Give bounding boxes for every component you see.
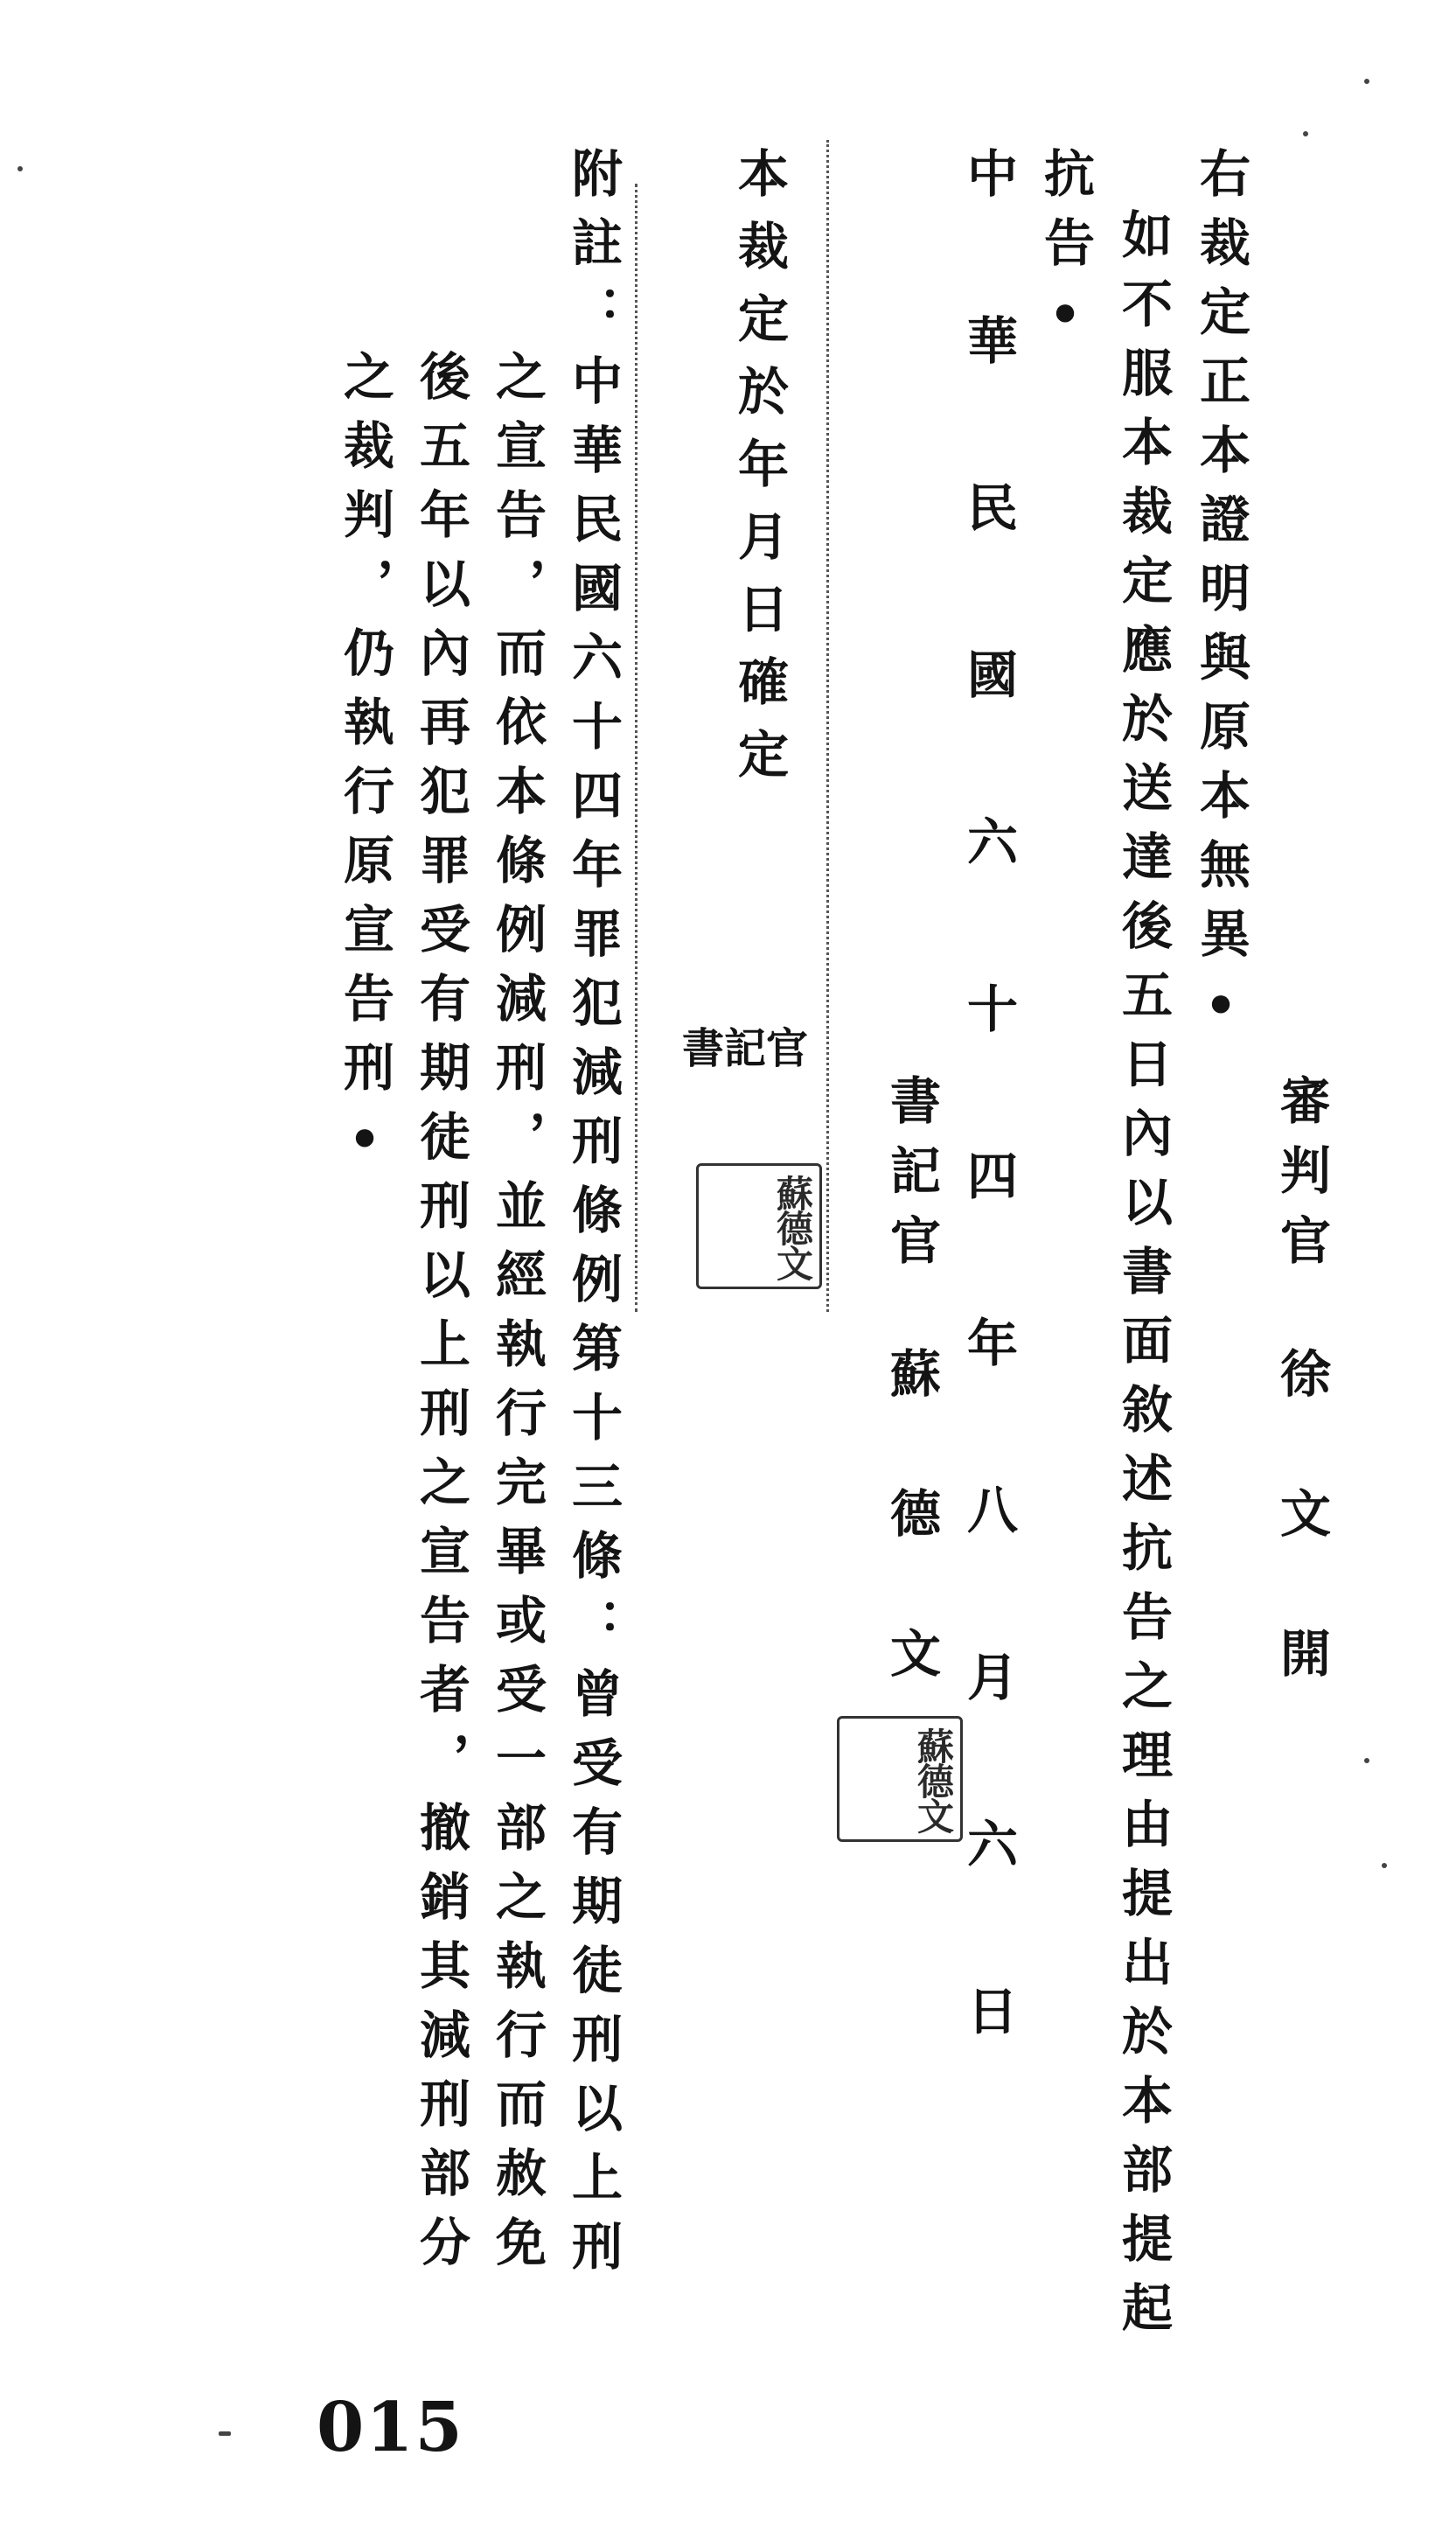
confirmation-border-left: [635, 184, 637, 1312]
seal-text: 蘇德文: [912, 1727, 955, 1832]
scan-speck: [1364, 79, 1369, 84]
confirmation-text: 本裁定於年月日確定: [729, 147, 789, 800]
confirmation-seal-stamp: [696, 1163, 822, 1289]
note-line-1: 附註：中華民國六十四年罪犯減刑條例第十三條：曾受有期徒刑以上刑: [563, 147, 623, 2289]
scan-speck: [1364, 1758, 1369, 1763]
scan-speck: [219, 2431, 231, 2436]
judgment-line-1: 右裁定正本證明與原本無異•: [1191, 147, 1250, 1054]
note-line-4: 之裁判，仍執行原宣告刑•: [335, 350, 394, 1188]
seal-text: 蘇德文: [771, 1175, 814, 1280]
note-line-3: 後五年以內再犯罪受有期徒刑以上刑之宣告者，撤銷其減刑部分: [411, 350, 470, 2284]
judgment-line-3: 抗告•: [1035, 147, 1095, 363]
decision-date: 中華民國六十四年八月六日: [958, 147, 1018, 2152]
clerk-title: 書記官: [881, 1074, 941, 1284]
confirmation-border-right: [826, 140, 829, 1312]
page-number: 015: [317, 2388, 464, 2467]
clerk-name: 蘇德文: [881, 1347, 941, 1767]
confirmation-clerk-title: 書記官: [682, 1024, 809, 1073]
scan-speck: [1382, 1863, 1387, 1868]
judge-title: 審判官: [1271, 1074, 1331, 1284]
judgment-line-2: 如不服本裁定應於送達後五日內以書面敘述抗告之理由提出於本部提起: [1113, 208, 1173, 2350]
clerk-seal-stamp: [837, 1716, 963, 1842]
judge-name: 徐文開: [1271, 1347, 1331, 1767]
note-line-2: 之宣告，而依本條例減刑，並經執行完畢或受一部之執行而赦免: [487, 350, 547, 2284]
scan-speck: [1303, 131, 1308, 136]
scan-speck: [17, 166, 23, 171]
